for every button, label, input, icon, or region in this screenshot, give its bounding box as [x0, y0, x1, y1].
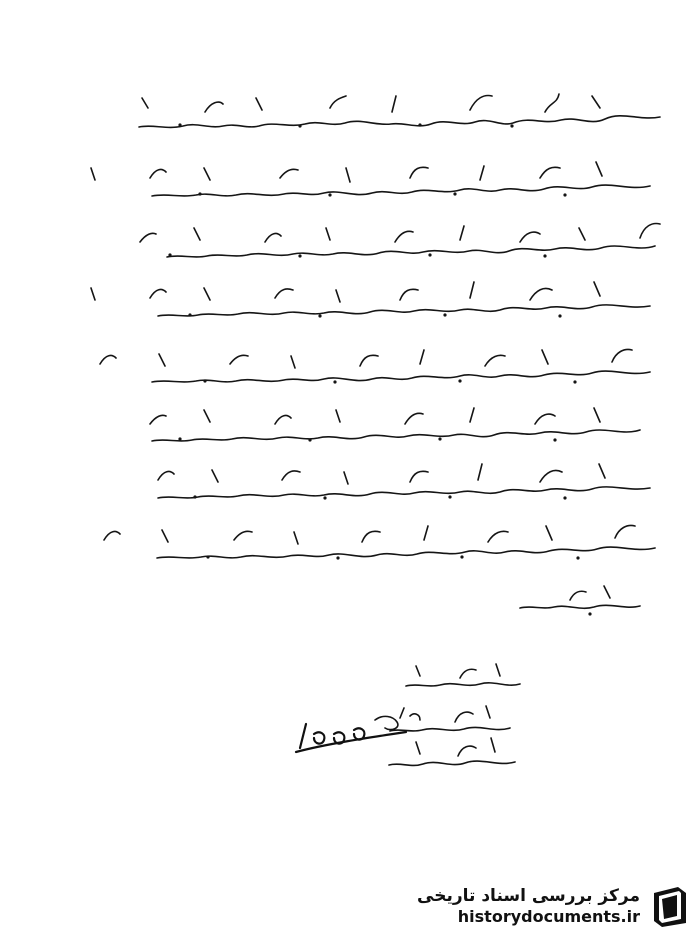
watermark-text: [417, 885, 640, 927]
watermark: [392, 877, 692, 935]
handwritten-line-1: [139, 94, 660, 128]
watermark-website: historydocuments.ir: [457, 907, 640, 926]
handwritten-line-8: [104, 526, 655, 560]
handwritten-line-6: [150, 408, 640, 442]
signature-line-2: [390, 706, 510, 731]
handwritten-line-7: [158, 464, 650, 500]
handwritten-line-5: [100, 350, 650, 384]
handwritten-line-9: [520, 586, 640, 616]
handwritten-line-3: [140, 224, 660, 258]
signature-line-3: [389, 738, 515, 765]
archive-logo-icon: [648, 883, 692, 929]
signature-block: [270, 640, 530, 800]
handwritten-line-2: [91, 162, 650, 197]
signature-line-1: [406, 664, 520, 686]
watermark-org-name: مرکز بررسی اسناد تاریخی: [417, 886, 640, 906]
handwritten-line-4: [91, 282, 650, 318]
